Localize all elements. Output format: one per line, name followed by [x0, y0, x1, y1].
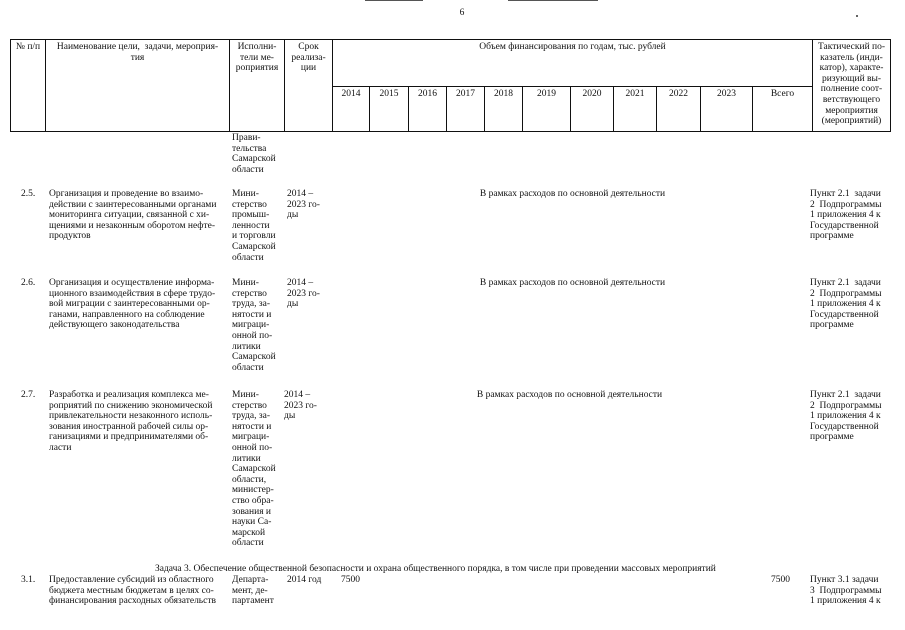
header-years-border — [332, 86, 812, 87]
page-number: 6 — [459, 8, 465, 18]
row-name: Разработка и реализация комплекса ме- роприятий по снижению экономической привлекательности незаконного исполь- зования иностранной рабочей силы ор- ганизациями и предпринимателями об- ласти — [49, 390, 213, 453]
header-name: Наименование цели, задачи, мероприя- тия — [56, 42, 219, 63]
header-year-2015: 2015 — [379, 89, 399, 99]
header-year-2021: 2021 — [625, 89, 645, 99]
row-financing: В рамках расходов по основной деятельности — [479, 278, 666, 288]
row-indicator: Пункт 3.1 задачи 3 Подпрограммы 1 приложения 4 к — [810, 575, 882, 607]
row-num: 2.7. — [21, 390, 36, 400]
row-total-value: 7500 — [771, 575, 790, 585]
scan-mark — [508, 0, 598, 1]
header-year-2017: 2017 — [456, 89, 475, 99]
scan-dot — [856, 15, 858, 17]
header-executor: Исполни- тели ме- роприятия — [235, 42, 279, 74]
header-year-2016: 2016 — [418, 89, 437, 99]
row-indicator: Пункт 2.1 задачи 2 Подпрограммы 1 приложения 4 к Государственной программе — [810, 390, 882, 443]
row-executor: Мини- стерство труда, за- нятости и миграци- онной по- литики Самарской области — [232, 278, 276, 373]
header-total: Всего — [770, 89, 795, 99]
row-financing: В рамках расходов по основной деятельности — [476, 390, 663, 400]
header-year-2018: 2018 — [494, 89, 513, 99]
header-financing: Объем финансирования по годам, тыс. рублей — [479, 42, 666, 52]
row-executor: Мини- стерство труда, за- нятости и миграци- онной по- литики Самарской области, министер- ство обра- зования и науки Са- марской области — [232, 390, 276, 549]
task3-heading: Задача 3. Обеспечение общественной безопасности и охрана общественного порядка, в том числе при проведении массовых мероприятий — [155, 564, 716, 574]
header-period: Срок реализа- ции — [291, 42, 326, 74]
row-financing: В рамках расходов по основной деятельности — [479, 189, 666, 199]
row-period: 2014 – 2023 го- ды — [284, 390, 317, 422]
row-indicator: Пункт 2.1 задачи 2 Подпрограммы 1 приложения 4 к Государственной программе — [810, 189, 882, 242]
row-indicator: Пункт 2.1 задачи 2 Подпрограммы 1 приложения 4 к Государственной программе — [810, 278, 882, 331]
header-vline — [890, 39, 891, 132]
row-name: Организация и проведение во взаимо- действии с заинтересованными органами мониторинга ситуации, связанной с хи- щениями и незаконным оборотом нефте- продуктов — [49, 189, 217, 242]
row-period: 2014 – 2023 го- ды — [287, 189, 320, 221]
scan-mark — [365, 0, 423, 1]
row-num: 2.5. — [21, 189, 36, 199]
header-vline — [332, 39, 333, 132]
row-period: 2014 – 2023 го- ды — [287, 278, 320, 310]
header-year-2020: 2020 — [582, 89, 602, 99]
header-bottom-border — [10, 131, 890, 132]
row-num: 2.6. — [21, 278, 36, 288]
header-num: № п/п — [15, 42, 41, 52]
row-num: 3.1. — [21, 575, 36, 585]
header-top-border — [10, 39, 890, 40]
header-year-2023: 2023 — [717, 89, 736, 99]
continuation-executor: Прави- тельства Самарской области — [232, 133, 276, 175]
row-executor: Мини- стерство промыш- ленности и торговли Самарской области — [232, 189, 276, 263]
row-executor: Департа- мент, де- партамент — [232, 575, 274, 607]
row-name: Организация и осуществление информа- ционного взаимодействия в сфере трудо- вой миграции с заинтересованными ор- ганами, направленного на соблюдение действующего законодательства — [49, 278, 216, 331]
header-indicator: Тактический по- казатель (инди- катор), характе- ризующий вы- полнение соот- ветствующего мероприятия (мероприятий) — [817, 42, 886, 127]
header-vline — [10, 39, 11, 132]
header-year-2022: 2022 — [669, 89, 688, 99]
header-year-2019: 2019 — [537, 89, 556, 99]
header-year-2014: 2014 — [341, 89, 361, 99]
row-year-2014-value: 7500 — [341, 575, 360, 585]
row-name: Предоставление субсидий из областного бюджета местным бюджетам в целях со- финансирования расходных обязательств — [49, 575, 216, 607]
row-period: 2014 год — [287, 575, 322, 585]
